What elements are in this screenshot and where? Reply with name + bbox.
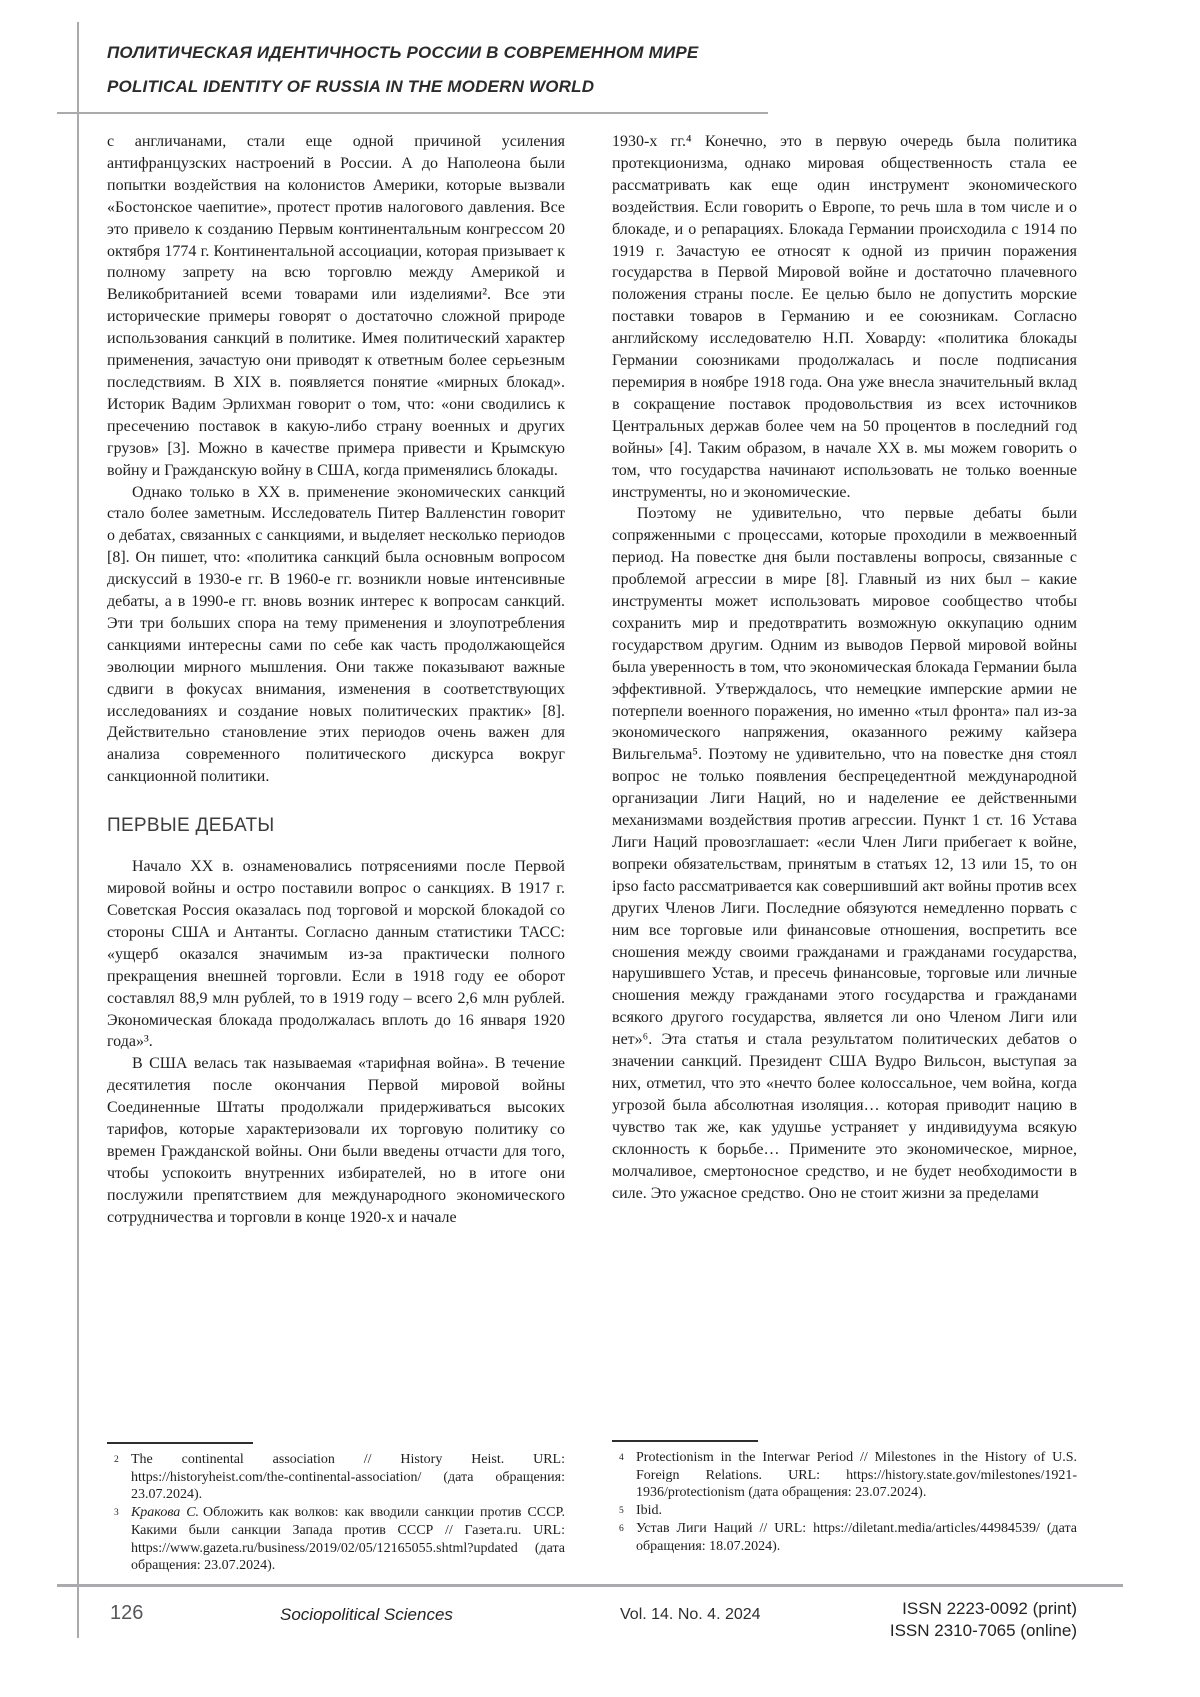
text-column-right <box>612 131 1077 1433</box>
footnote-text: Protectionism in the Interwar Period // Milestones in the History of U.S. Foreign Relations. URL: https://history.state.gov/milestones/1921-1936/protectionism (дата обращения: 23.07.2024). <box>636 1450 1077 1501</box>
running-head <box>107 36 1107 104</box>
journal-name: Sociopolitical Sciences <box>280 1605 453 1624</box>
footnote <box>612 1449 1077 1502</box>
footnote-separator <box>612 1440 758 1442</box>
page-number: 126 <box>110 1602 144 1624</box>
section-heading: ПЕРВЫЕ ДЕБАТЫ <box>107 815 275 837</box>
footnote <box>612 1502 1077 1520</box>
footnote <box>107 1504 565 1575</box>
footnote-marker: 2 <box>114 1455 119 1465</box>
footnote-marker: 4 <box>619 1453 624 1463</box>
body-paragraph: с англичанами, стали еще одной причиной усиления антифранцузских настроений в России. А до Наполеона были попытки воздействия на колонистов Америки, которые вызвали «Бостонское чаепитие», протест против налогового давления. Все это привело к созданию Первым континентальным конгрессом 20 октября 1774 г. Континентальной ассоциации, которая призывает к полному запрету на всю торговлю между Америкой и Великобританией всеми товарами или изделиями². Все эти исторические примеры говорят о достаточно сложной природе использования санкций в политике. Имея политический характер применения, зачастую они приводят к ответным более серьезным последствиям. В XIX в. появляется понятие «мирных блокад». Историк Вадим Эрлихман говорит о том, что: «они сводились к пресечению поставок в какую-либо страну военных и других грузов» [3]. Можно в качестве примера привести и Крымскую войну и Гражданскую войну в США, когда применялись блокады. <box>107 133 565 479</box>
footnote-text: Обложить как волков: как вводили санкции против СССР. Какими были санкции Запада против СССР // Газета.ru. URL: https://www.gazeta.ru/business/2019/02/05/12165055.shtml?updated (дата обращения: 23.07.2024). <box>131 1505 565 1574</box>
footnotes-left <box>107 1442 565 1575</box>
footnote-text: Ibid. <box>636 1503 663 1519</box>
footnotes-right <box>612 1440 1077 1555</box>
body-paragraph: 1930-х гг.⁴ Конечно, это в первую очередь была политика протекционизма, однако мировая общественность стала ее рассматривать как еще один инструмент экономического воздействия. Если говорить о Европе, то речь шла в том числе и о блокаде, и о репарациях. Блокада Германии происходила с 1914 по 1919 г. Зачастую ее относят к одной из причин поражения государства в Первой Мировой войне и достаточно плачевного положения страны после. Ее целью было не допустить морские поставки товаров в Германию и ее союзникам. Согласно английскому исследователю Н.П. Ховарду: «политика блокады Германии союзниками продолжалась и после подписания перемирия в ноябре 1918 года. Она уже внесла значительный вклад в сокращение поставок продовольствия из всех источников Центральных держав более чем на 50 процентов в последний год войны» [4]. Таким образом, в начале XX в. мы можем говорить о том, что государства начинают использовать не только военные инструменты, но и экономические. <box>612 133 1077 501</box>
body-paragraph: Начало XX в. ознаменовались потрясениями после Первой мировой войны и остро поставили вопрос о санкциях. В 1917 г. Советская Россия оказалась под торговой и морской блокадой со стороны США и Антанты. Согласно данным статистики ТАСС: «ущерб оказался значимым из-за практически полного прекращения внешней торговли. Если в 1918 году ее оборот составлял 88,9 млн рублей, то в 1919 году – всего 2,6 млн рублей. Экономическая блокада продолжалась вплоть до 16 января 1920 года»³. <box>107 858 565 1051</box>
footnote <box>107 1451 565 1504</box>
running-title-ru: ПОЛИТИЧЕСКАЯ ИДЕНТИЧНОСТЬ РОССИИ В СОВРЕМЕННОМ МИРЕ <box>107 43 699 62</box>
footnote-text: The continental association // History Heist. URL: https://historyheist.com/the-continental-association/ (дата обращения: 23.07.2024). <box>131 1452 565 1503</box>
running-title-en: POLITICAL IDENTITY OF RUSSIA IN THE MODERN WORLD <box>107 77 595 96</box>
issn-print: ISSN 2223-0092 (print) <box>902 1599 1077 1618</box>
footnote-author: Кракова С. <box>131 1505 200 1521</box>
body-paragraph: Однако только в XX в. применение экономических санкций стало более заметным. Исследователь Питер Валленстин говорит о дебатах, связанных с санкциями, и выделяет несколько периодов [8]. Он пишет, что: «политика санкций была основным вопросом дискуссий в 1930-е гг. В 1960-е гг. возникли новые интенсивные дебаты, а в 1990-е гг. вновь возник интерес к вопросам санкций. Эти три больших спора на тему применения и злоупотребления санкциями интересны сами по себе как часть продолжающейся эволюции мирного мышления. Они также показывают важные сдвиги в фокусах внимания, изменения в соответствующих исследованиях и создание новых политических практик» [8]. Действительно становление этих периодов очень важен для анализа современного политического дискурса вокруг санкционной политики. <box>107 483 565 786</box>
footnote <box>612 1520 1077 1555</box>
page-left-rule <box>77 22 79 1638</box>
body-paragraph: В США велась так называемая «тарифная война». В течение десятилетия после окончания Первой мировой войны Соединенные Штаты продолжали придерживаться высоких тарифов, которые характеризовали их торговую политику со времен Гражданской войны. Они были введены отчасти для того, чтобы успокоить внутренних избирателей, но в итоге они послужили препятствием для международного экономического сотрудничества и торговли в конце 1920-х и начале <box>107 1055 565 1226</box>
volume-info: Vol. 14. No. 4. 2024 <box>620 1606 761 1623</box>
header-rule <box>57 112 768 114</box>
footer-rule <box>57 1584 1123 1587</box>
issn-block <box>890 1598 1077 1642</box>
footnote-separator <box>107 1442 253 1444</box>
body-paragraph: Поэтому не удивительно, что первые дебаты были сопряженными с процессами, которые проходили в межвоенный период. На повестке дня были поставлены вопросы, связанные с проблемой агрессии в мире [8]. Главный из них был – какие инструменты может использовать мировое сообщество чтобы сохранить мир и предотвратить возможную оккупацию одним государством другим. Одним из выводов Первой мировой войны была уверенность в том, что экономическая блокада Германии была эффективной. Утверждалось, что немецкие имперские армии не потерпели военного поражения, но именно «тыл фронта» пал из-за экономического напряжения, оказанного режиму кайзера Вильгельма⁵. Поэтому не удивительно, что на повестке дня стоял вопрос не только появления беспрецедентной международной организации Лиги Наций, но и наделение ее действенными механизмами воздействия против агрессии. Пункт 1 ст. 16 Устава Лиги Наций провозглашает: «если Член Лиги прибегает к войне, вопреки обязательствам, принятым в статьях 12, 13 или 15, то он ipso facto рассматривается как совершивший акт войны против всех других Членов Лиги. Последние обязуются немедленно порвать с ним все торговые или финансовые отношения, воспретить все сношения между своими гражданами и гражданами государства, нарушившего Устав, и пресечь финансовые, торговые или личные сношения между гражданами этого государства и гражданами всякого другого государства, является ли оно Членом Лиги или нет»⁶. Эта статья и стала результатом политических дебатов о значении санкций. Президент США Вудро Вильсон, выступая за них, отметил, что это «нечто более колоссальное, чем война, когда угрозой была абсолютная изоляция… которая приводит нацию в чувство так же, как удушье устраняет у индивидуума всякую склонность к борьбе… Примените это экономическое, мирное, молчаливое, смертоносное средство, и не будет необходимости в силе. Это ужасное средство. Оно не стоит жизни за пределами <box>612 505 1077 1202</box>
issn-online: ISSN 2310-7065 (online) <box>889 1621 1077 1640</box>
text-column-left <box>107 131 565 1433</box>
footnote-marker: 6 <box>619 1523 624 1534</box>
footnote-marker: 5 <box>619 1506 624 1517</box>
footnote-text: Устав Лиги Наций // URL: https://diletant.media/articles/44984539/ (дата обращения: 18.07.2024). <box>636 1520 1077 1554</box>
footnote-marker: 3 <box>114 1508 119 1519</box>
